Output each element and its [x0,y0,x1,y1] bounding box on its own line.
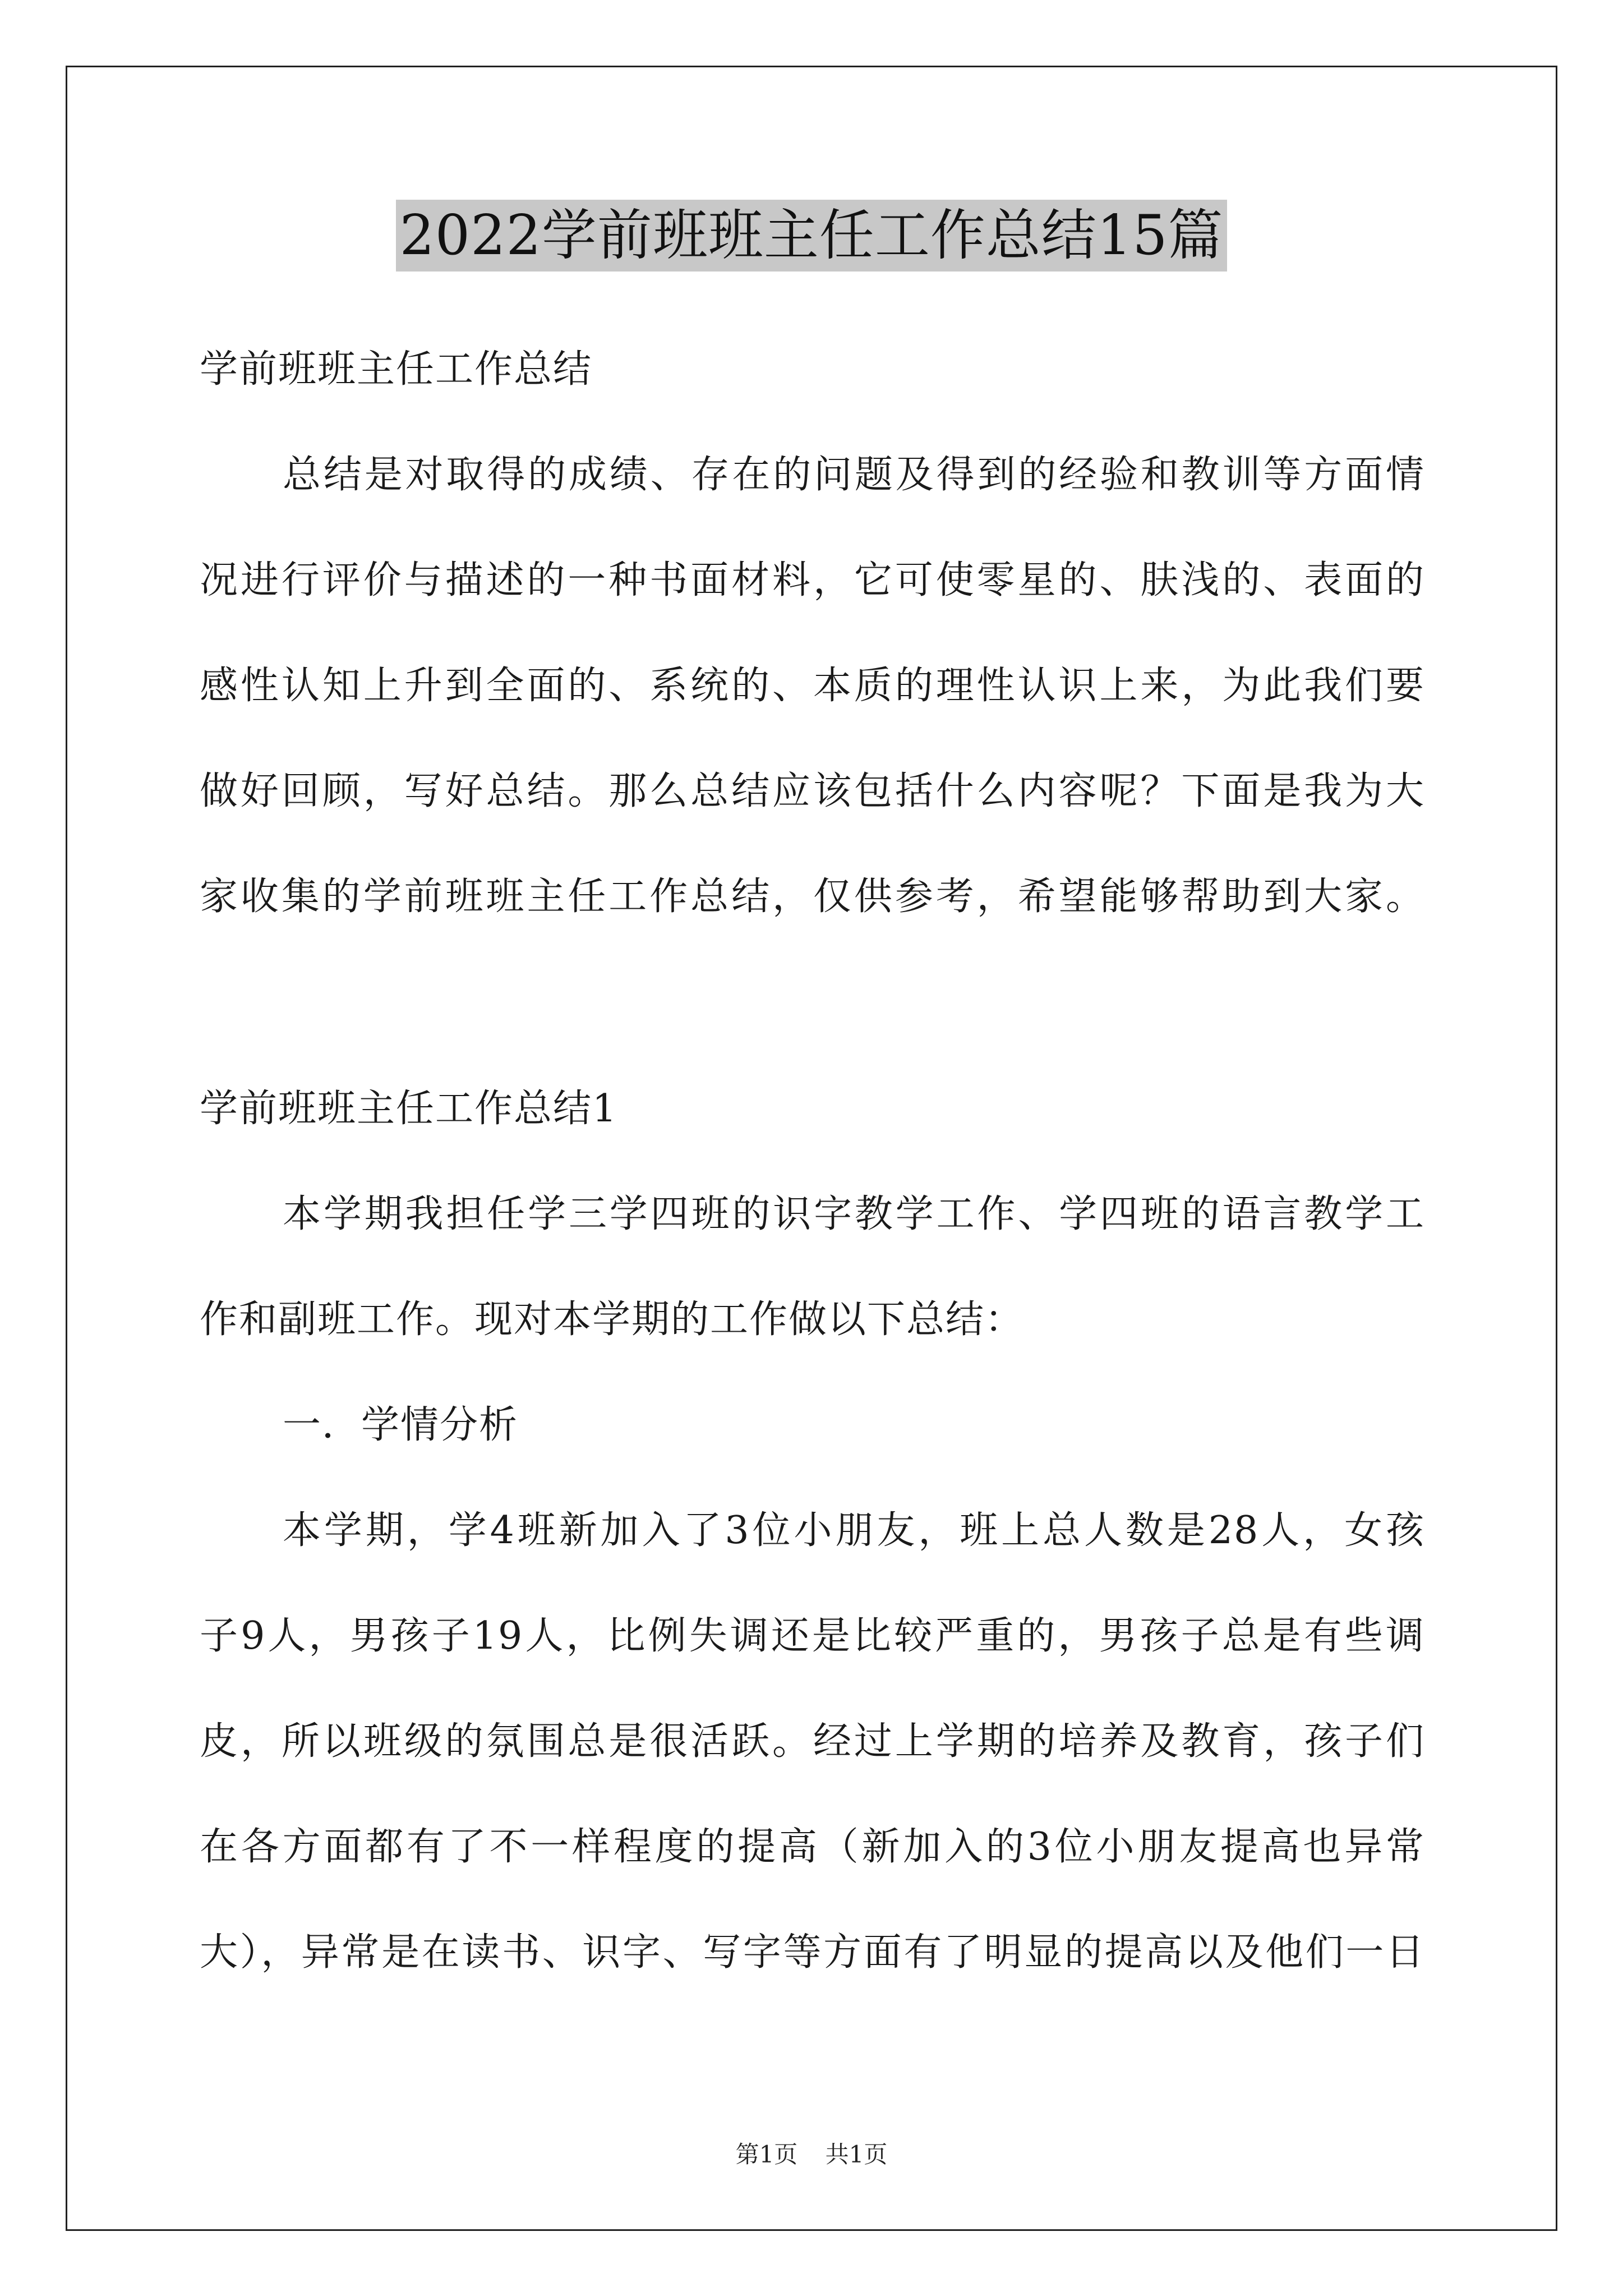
paragraph-line: 本学期我担任学三学四班的识字教学工作、学四班的语言教学工 [283,1192,1425,1236]
paragraph-line: 做好回顾，写好总结。那么总结应该包括什么内容呢？下面是我为大 [200,769,1425,813]
paragraph-line: 总结是对取得的成绩、存在的问题及得到的经验和教训等方面情 [283,453,1425,497]
paragraph-line: 况进行评价与描述的一种书面材料，它可使零星的、肤浅的、表面的 [200,558,1425,602]
paragraph-line: 作和副班工作。现对本学期的工作做以下总结： [200,1297,1025,1342]
page-number-current: 第1页 [735,2141,798,2168]
document-body [200,317,1425,2005]
paragraph-line: 在各方面都有了不一样程度的提高（新加入的3位小朋友提高也异常 [200,1825,1425,1869]
paragraph-line: 家收集的学前班班主任工作总结，仅供参考，希望能够帮助到大家。 [200,875,1425,919]
paragraph-line: 子9人，男孩子19人，比例失调还是比较严重的，男孩子总是有些调 [200,1614,1425,1658]
page-footer [0,2136,1623,2170]
title-container [0,200,1623,272]
intro-heading: 学前班班主任工作总结 [200,347,593,392]
paragraph-line: 感性认知上升到全面的、系统的、本质的理性认识上来，为此我们要 [200,664,1425,708]
paragraph-line: 本学期，学4班新加入了3位小朋友，班上总人数是28人，女孩 [283,1508,1425,1553]
section-gap [200,950,1425,1056]
section-heading: 学前班班主任工作总结1 [200,1087,618,1131]
paragraph-line: 皮，所以班级的氛围总是很活跃。经过上学期的培养及教育，孩子们 [200,1719,1425,1764]
page-number-total: 共1页 [825,2141,888,2168]
subheading: 一．学情分析 [283,1403,519,1447]
paragraph-line: 大），异常是在读书、识字、写字等方面有了明显的提高以及他们一日 [200,1930,1425,1975]
document-title: 2022学前班班主任工作总结15篇 [396,200,1227,272]
